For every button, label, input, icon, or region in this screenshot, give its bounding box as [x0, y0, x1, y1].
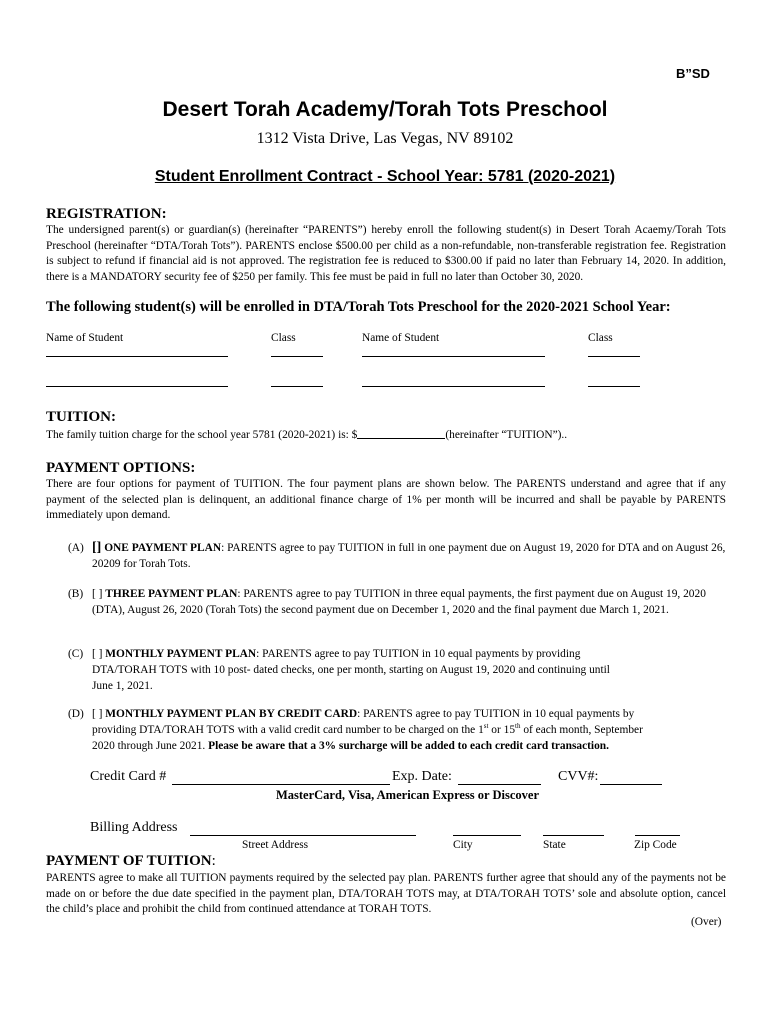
option-b-name: THREE PAYMENT PLAN — [105, 588, 238, 600]
city-field[interactable] — [453, 820, 521, 836]
students-heading: The following student(s) will be enrolled in DTA/Torah Tots Preschool for the 2020-2021 School Year: — [46, 299, 671, 315]
class-label-1: Class — [271, 332, 296, 344]
street-address-label: Street Address — [242, 839, 309, 851]
option-d — [68, 706, 732, 754]
option-d-text-2b: or 15 — [488, 724, 516, 736]
street-address-field[interactable] — [190, 820, 416, 836]
credit-card-number-field[interactable] — [172, 769, 390, 785]
option-a-text: : PARENTS agree to pay TUITION in full in one payment due on August 19, 2020 for DTA and on August 26, 20209 for Torah Tots. — [92, 542, 726, 570]
class-field-4[interactable] — [588, 374, 640, 387]
tuition-text — [46, 427, 567, 441]
option-b-text: : PARENTS agree to pay TUITION in three equal payments, the first payment due on August 19, 2020 (DTA), August 26, 2020 (Torah Tots) the second payment due on December 1, 2020 and the final payment due March 1, 2021. — [92, 588, 706, 616]
zip-code-field[interactable] — [635, 820, 680, 836]
class-field-3[interactable] — [271, 374, 323, 387]
contract-title: Student Enrollment Contract - School Year: 5781 (2020-2021) — [154, 168, 616, 185]
page-title: Desert Torah Academy/Torah Tots Preschool — [162, 98, 608, 121]
payment-options-text: There are four options for payment of TUITION. The four payment plans are shown below. The PARENTS understand and agree that if any payment of the selected plan is delinquent, an additional finance charge of 1% per month will be incurred and shall be payable by PARENTS immediately upon demand. — [46, 478, 726, 522]
student-name-field-4[interactable] — [362, 374, 545, 387]
cvv-field[interactable] — [600, 769, 662, 785]
doc-code: B”SD — [676, 66, 710, 81]
option-a-tag: (A) — [68, 542, 84, 554]
student-name-field-3[interactable] — [46, 374, 228, 387]
over-note: (Over) — [691, 916, 722, 928]
class-field-2[interactable] — [588, 344, 640, 357]
option-d-text-3: 2020 through June 2021. — [92, 740, 209, 752]
class-field-1[interactable] — [271, 344, 323, 357]
student-name-field-1[interactable] — [46, 344, 228, 357]
card-brands: MasterCard, Visa, American Express or Discover — [275, 788, 540, 802]
option-c-name: MONTHLY PAYMENT PLAN — [105, 648, 257, 660]
payment-of-tuition-text: PARENTS agree to make all TUITION payments required by the selected pay plan. PARENTS further agree that should any of the payments not be made on or before the due date specified in the payment plan, DTA/TORAH TOTS may, at DTA/TORAH TOTS’ sole and absolute option, cancel the child’s place and prohibit the child from continued attendance at TORAH TOTS. — [46, 872, 726, 916]
registration-text: The undersigned parent(s) or guardian(s) (hereinafter “PARENTS”) hereby enroll the following student(s) in Desert Torah Acaemy/Torah Tots Preschool (hereinafter “DTA/Torah Tots”). PARENTS enclose $500.00 per child as a non-refundable, non-transferable registration fee. Registration is subject to refund if financial aid is not approved. The registration fee is reduced to $300.00 if paid no later than February 14, 2020. In addition, there is a MANDATORY security fee of $250 per family. This fee must be paid in full no later than October 30, 2020. — [46, 224, 726, 283]
billing-address-label: Billing Address — [90, 820, 178, 835]
option-d-text-2a: providing DTA/TORAH TOTS with a valid credit card number to be charged on the 1 — [92, 724, 484, 736]
option-b-checkbox[interactable]: [ ] — [92, 588, 103, 600]
tuition-text-before: The family tuition charge for the school year 5781 (2020-2021) is: $ — [46, 429, 358, 441]
option-d-surcharge: Please be aware that a 3% surcharge will be added to each credit card transaction. — [208, 740, 609, 752]
option-b — [68, 586, 732, 618]
payment-options-heading: PAYMENT OPTIONS: — [46, 460, 196, 476]
option-c-tag: (C) — [68, 648, 84, 660]
payment-of-tuition-heading: PAYMENT OF TUITION: — [46, 853, 216, 869]
option-d-tag: (D) — [68, 708, 84, 720]
tuition-amount-field[interactable] — [357, 427, 445, 439]
option-d-checkbox[interactable]: [ ] — [92, 708, 103, 720]
tuition-heading: TUITION: — [46, 409, 117, 425]
option-c — [68, 646, 732, 694]
option-c-checkbox[interactable]: [ ] — [92, 648, 103, 660]
option-b-tag: (B) — [68, 588, 84, 600]
option-a — [68, 540, 732, 572]
student-name-label-1: Name of Student — [46, 332, 124, 344]
student-name-field-2[interactable] — [362, 344, 545, 357]
zip-code-label: Zip Code — [634, 839, 677, 851]
city-label: City — [453, 839, 473, 851]
state-label: State — [543, 839, 566, 851]
student-name-label-2: Name of Student — [362, 332, 440, 344]
option-a-name: ONE PAYMENT PLAN — [104, 542, 222, 554]
school-address: 1312 Vista Drive, Las Vegas, NV 89102 — [256, 130, 514, 147]
option-d-name: MONTHLY PAYMENT PLAN BY CREDIT CARD — [105, 708, 358, 720]
option-a-checkbox[interactable]: [] — [92, 540, 102, 555]
state-field[interactable] — [543, 820, 604, 836]
tuition-text-after: (hereinafter “TUITION”).. — [445, 429, 568, 441]
exp-date-field[interactable] — [458, 769, 541, 785]
option-d-sup-1: st — [483, 722, 489, 730]
credit-card-label: Credit Card # — [90, 769, 167, 784]
exp-date-label: Exp. Date: — [392, 769, 452, 784]
class-label-2: Class — [588, 332, 613, 344]
option-c-text-1: : PARENTS agree to pay TUITION in 10 equal payments by providing — [256, 648, 581, 660]
option-c-text-2: DTA/TORAH TOTS with 10 post- dated checks, one per month, starting on August 19, 2020 and continuing until — [92, 664, 610, 676]
option-c-text-3: June 1, 2021. — [92, 680, 153, 692]
option-d-text-1: : PARENTS agree to pay TUITION in 10 equal payments by — [357, 708, 635, 720]
option-d-sup-2: th — [515, 722, 521, 730]
cvv-label: CVV#: — [558, 769, 599, 784]
registration-heading: REGISTRATION: — [46, 206, 167, 222]
option-d-text-2c: of each month, September — [520, 724, 643, 736]
